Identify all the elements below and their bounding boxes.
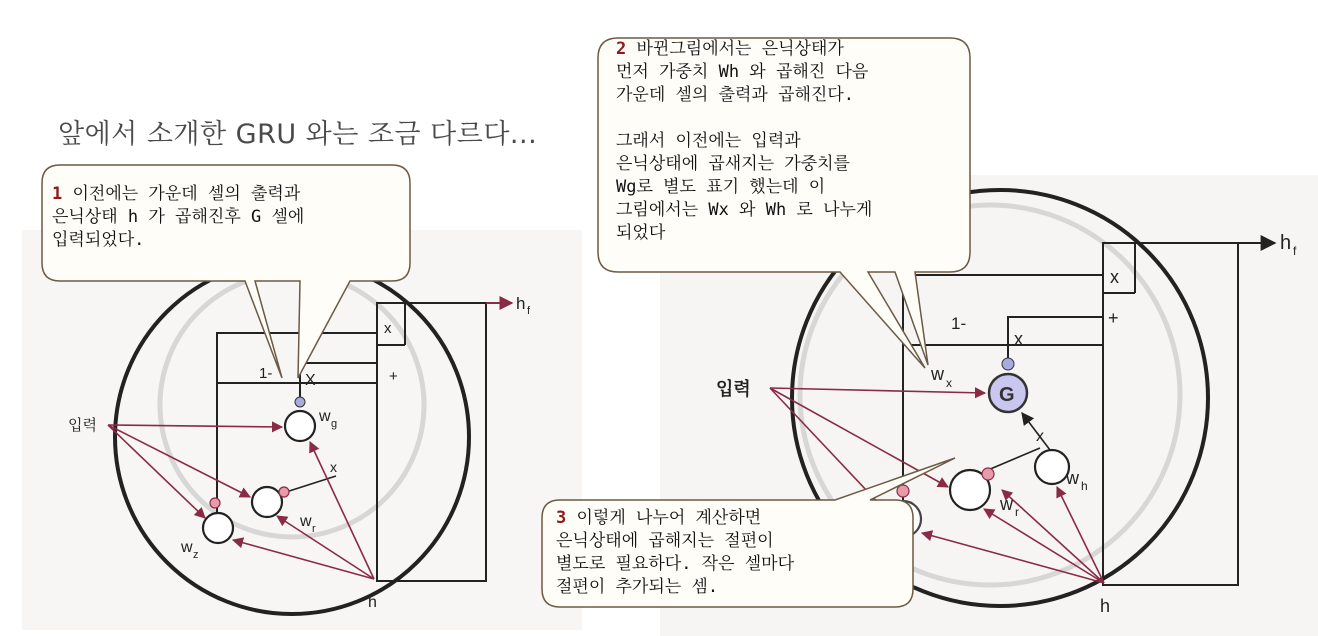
left-times-out: x <box>384 320 392 337</box>
left-z-cell <box>203 513 233 543</box>
right-r-bias-dot <box>982 468 994 480</box>
left-z-bias-dot <box>210 498 220 508</box>
left-wg-label: w <box>319 408 331 425</box>
right-hf-label: h <box>1280 232 1292 254</box>
left-wg-sub: g <box>331 418 338 430</box>
callout-3-number: 3 <box>556 508 567 528</box>
right-h-label: h <box>1100 596 1111 616</box>
right-wr-label: w <box>1000 494 1013 514</box>
left-times-r: x <box>330 459 337 475</box>
right-times-g: x <box>1014 329 1023 349</box>
left-wz-label: w <box>181 539 193 556</box>
right-wh-sub: h <box>1081 479 1088 493</box>
right-wh-label: w <box>1066 468 1079 488</box>
left-one-minus: 1- <box>259 365 273 382</box>
callout-2-number: 2 <box>616 39 627 59</box>
right-g-label: G <box>999 384 1015 406</box>
left-wr-sub: r <box>312 523 316 535</box>
left-r-bias-dot <box>279 487 289 497</box>
right-input-label: 입력 <box>716 379 751 399</box>
left-g-cell <box>285 411 315 441</box>
page-heading: 앞에서 소개한 GRU 와는 조금 다르다... <box>58 119 538 150</box>
left-hf-sub: f <box>527 305 531 317</box>
left-times-g: X <box>305 372 316 389</box>
left-wr-label: w <box>300 513 312 530</box>
left-g-bias-dot <box>295 397 305 407</box>
right-hf-sub: f <box>1293 244 1297 258</box>
left-hf-label: h <box>516 294 526 313</box>
left-h-label: h <box>368 594 377 611</box>
right-plus: + <box>1108 308 1119 328</box>
right-one-minus: 1- <box>951 314 967 333</box>
right-h-cell <box>1035 450 1069 484</box>
right-wx-label: w <box>931 364 944 384</box>
right-z-bias-dot <box>897 485 909 497</box>
callout-1-text: 1 이전에는 가운데 셀의 출력과 은닉상태 h 가 곱해진후 G 셀에 입력되었다. <box>52 184 305 250</box>
right-wr-sub: r <box>1015 505 1019 519</box>
left-input-label: 입력 <box>68 417 97 434</box>
right-wx-sub: x <box>946 376 952 390</box>
callout-2-text: 2 바뀐그림에서는 은닉상태가 먼저 가중치 Wh 와 곱해진 다음 가운데 셀의 출력과 곱해진다. 그래서 이전에는 입력과 은닉상태에 곱새지는 가중치를 Wg로 별도 표기 했는데 이 그림에서는 Wx 와 Wh 로 나누게 되었다 <box>616 39 873 243</box>
right-times-out: x <box>1110 267 1119 287</box>
callout-1-number: 1 <box>52 184 63 204</box>
left-plus: + <box>389 368 398 385</box>
left-r-cell <box>252 487 282 517</box>
left-wz-sub: z <box>193 549 199 561</box>
right-g-bias-dot <box>1002 358 1014 370</box>
callout-3-text: 3 이렇게 나누어 계산하면 은닉상태에 곱해지는 절편이 별도로 필요하다. 작은 셀마다 절편이 추가되는 셈. <box>556 508 795 597</box>
right-times-r: x <box>1036 428 1044 445</box>
